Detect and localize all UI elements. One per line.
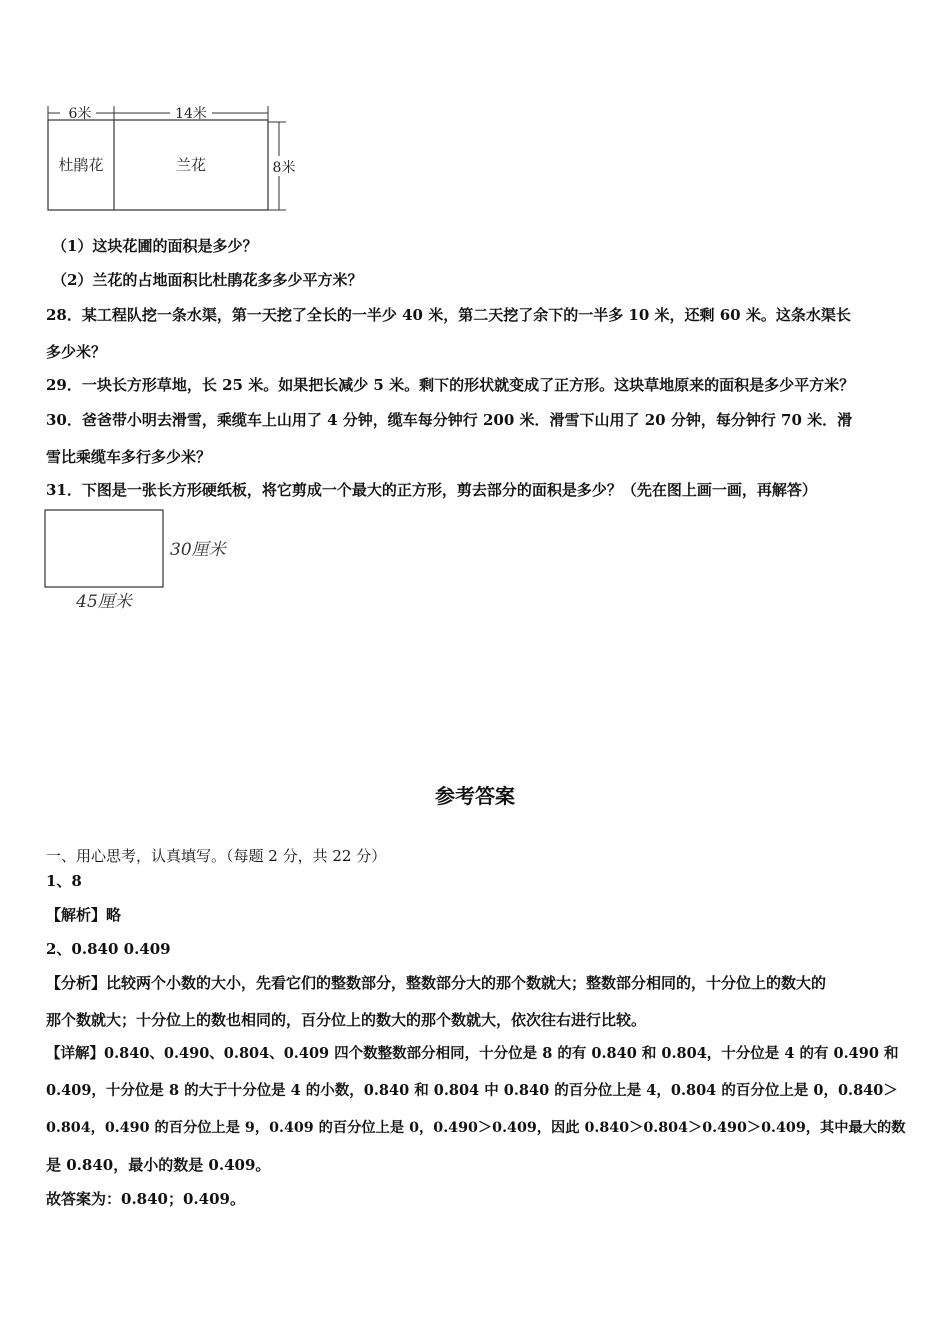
cardboard-rectangle (45, 510, 163, 587)
answer-2-final: 故答案为：0.840；0.409。 (46, 1190, 245, 1208)
q28-line2: 多少米？ (46, 343, 107, 361)
answer-2-analysis-line2: 那个数就大；十分位上的数也相同的，百分位上的数大的那个数就大，依次往右进行比较。 (46, 1011, 647, 1029)
answers-title: 参考答案 (435, 784, 515, 808)
answer-2-detail-line4: 是 0.840，最小的数是 0.409。 (46, 1156, 271, 1174)
answer-2-detail-line1: 【详解】0.840、0.490、0.804、0.409 四个数整数部分相同，十分位是 8 的有 0.840 和 0.804，十分位是 4 的有 0.490 和 (46, 1045, 899, 1062)
side-length-label: 30厘米 (170, 540, 226, 560)
height-label: 8米 (272, 160, 296, 176)
q31: 31．下图是一张长方形硬纸板，将它剪成一个最大的正方形，剪去部分的面积是多少？（先在图上画一画，再解答） (46, 481, 817, 499)
answers-section1: 一、用心思考，认真填写。（每题 2 分，共 22 分） (46, 847, 387, 865)
q27-sub2: （2）兰花的占地面积比杜鹃花多多少平方米？ (52, 271, 363, 289)
answer-2-detail-line2: 0.409，十分位是 8 的大于十分位是 4 的小数，0.840 和 0.804 中 0.840 的百分位上是 4，0.804 的百分位上是 0，0.840＞ (46, 1082, 898, 1099)
q29: 29．一块长方形草地，长 25 米。如果把长减少 5 米。剩下的形状就变成了正方形。这块草地原来的面积是多少平方米？ (46, 376, 855, 394)
answer-2: 2、0.840 0.409 (46, 940, 171, 958)
answer-2-detail-line3: 0.804，0.490 的百分位上是 9，0.409 的百分位上是 0，0.490＞0.409，因此 0.840＞0.804＞0.490＞0.409，其中最大的数 (46, 1120, 906, 1136)
q28-line1: 28．某工程队挖一条水渠，第一天挖了全长的一半少 40 米，第二天挖了余下的一半多 10 米，还剩 60 米。这条水渠长 (46, 306, 851, 324)
seg-right-label: 14米 (175, 106, 207, 122)
q30-line2: 雪比乘缆车多行多少米？ (46, 448, 212, 466)
answer-1: 1、8 (46, 872, 82, 890)
answer-2-analysis-line1: 【分析】比较两个小数的大小，先看它们的整数部分，整数部分大的那个数就大；整数部分相同的，十分位上的数大的 (46, 974, 827, 992)
q30-line1: 30．爸爸带小明去滑雪，乘缆车上山用了 4 分钟，缆车每分钟行 200 米．滑雪下山用了 20 分钟，每分钟行 70 米．滑 (46, 411, 853, 429)
answer-1-analysis: 【解析】略 (46, 906, 122, 924)
q27-sub1: （1）这块花圃的面积是多少？ (52, 237, 258, 255)
region-left-label: 杜鹃花 (58, 156, 104, 174)
bottom-length-label: 45厘米 (76, 592, 132, 612)
flower-bed-diagram (40, 100, 310, 218)
cardboard-diagram (40, 505, 260, 617)
region-right-label: 兰花 (175, 156, 207, 174)
seg-left-label: 6米 (68, 106, 92, 122)
